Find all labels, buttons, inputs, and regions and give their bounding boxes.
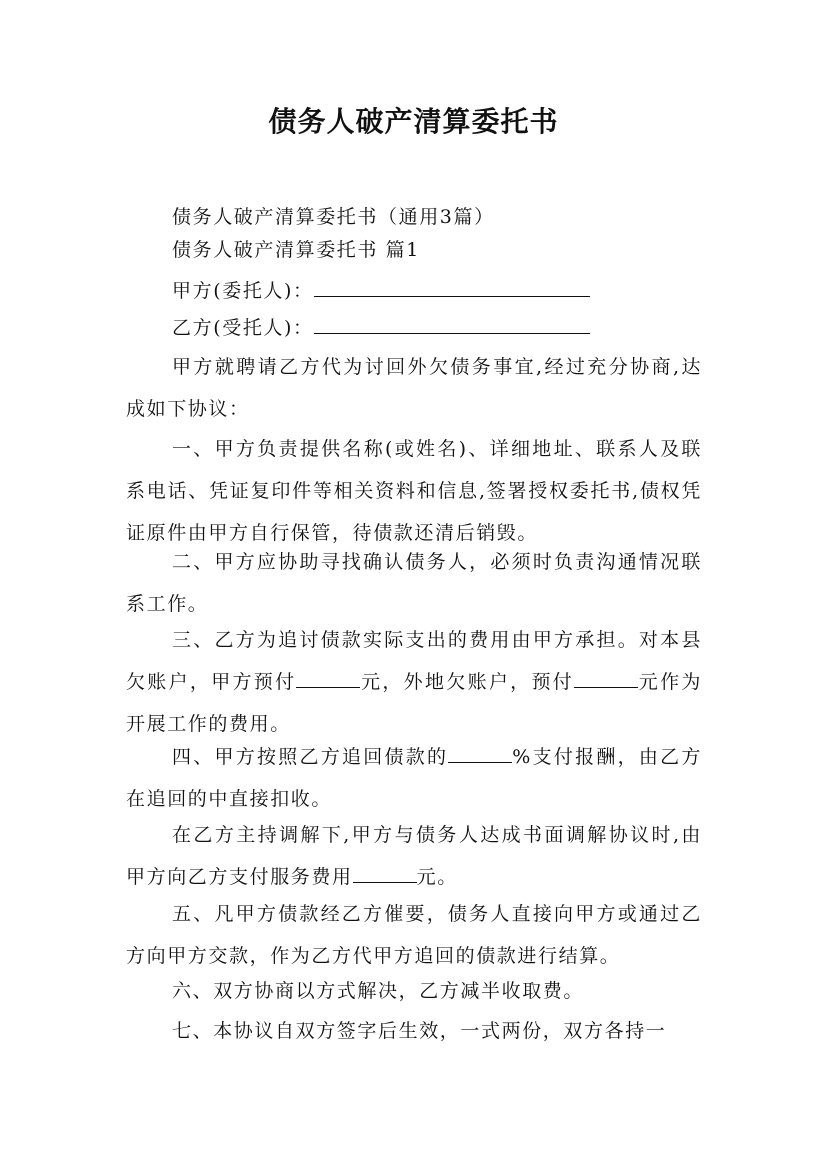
document-title: 债务人破产清算委托书 (268, 105, 559, 138)
remote-prepay-blank (574, 667, 638, 688)
mediation-text-b: 元。 (416, 866, 458, 888)
clause-4-text-a: 四、甲方按照乙方追回债款的 (172, 746, 449, 768)
paragraph-intro (126, 346, 702, 430)
paragraph-mediation (126, 814, 702, 898)
clause-6-text: 六、双方协商以方式解决，乙方减半收取费。 (172, 980, 585, 1002)
clause-1-text: 一、甲方负责提供名称(或姓名)、详细地址、联系人及联系电话、凭证复印件等相关资料和信息,签署授权委托书,债权凭证原件由甲方自行保管，待债款还清后销毁。 (126, 438, 702, 544)
party-b-label: 乙方(受托人)： (172, 317, 314, 339)
section-heading-text: 债务人破产清算委托书 篇1 (172, 239, 420, 261)
paragraph-clause-5 (126, 893, 702, 977)
paragraph-clause-6 (126, 970, 702, 1012)
intro-text: 甲方就聘请乙方代为讨回外欠债务事宜,经过充分协商,达成如下协议： (126, 356, 702, 420)
clause-3-text-c: 元作为开展工作的费用。 (126, 671, 702, 735)
paragraph-clause-4 (126, 736, 702, 820)
party-a-blank (314, 276, 590, 297)
paragraph-clause-3 (126, 619, 702, 745)
paragraph-party-b (126, 307, 702, 349)
clause-7-text: 七、本协议自双方签字后生效，一式两份，双方各持一 (172, 1020, 667, 1042)
clause-3-text-b: 元，外地欠账户，预付 (360, 671, 575, 693)
clause-5-text: 五、凡甲方债款经乙方催要，债务人直接向甲方或通过乙方向甲方交款，作为乙方代甲方追回的债款进行结算。 (126, 903, 702, 967)
clause-2-text: 二、甲方应协助寻找确认债务人，必须时负责沟通情况联系工作。 (126, 551, 702, 615)
clause-3-text-a: 三、乙方为追讨债款实际支出的费用由甲方承担。对本县欠账户，甲方预付 (126, 629, 702, 693)
service-fee-blank (353, 862, 417, 883)
subtitle-text: 债务人破产清算委托书（通用3篇） (172, 206, 495, 228)
clause-4-text-b: %支付报酬，由乙方在追回的中直接扣收。 (126, 746, 702, 810)
paragraph-clause-7 (126, 1010, 702, 1052)
paragraph-clause-1 (126, 428, 702, 554)
party-a-label: 甲方(委托人)： (172, 280, 314, 302)
local-prepay-blank (296, 667, 360, 688)
reward-percent-blank (448, 742, 512, 763)
paragraph-party-a (126, 270, 702, 312)
paragraph-section-heading (126, 229, 702, 271)
paragraph-clause-2 (126, 541, 702, 625)
mediation-text-a: 在乙方主持调解下,甲方与债务人达成书面调解协议时,由甲方向乙方支付服务费用 (126, 824, 702, 888)
party-b-blank (314, 313, 590, 334)
